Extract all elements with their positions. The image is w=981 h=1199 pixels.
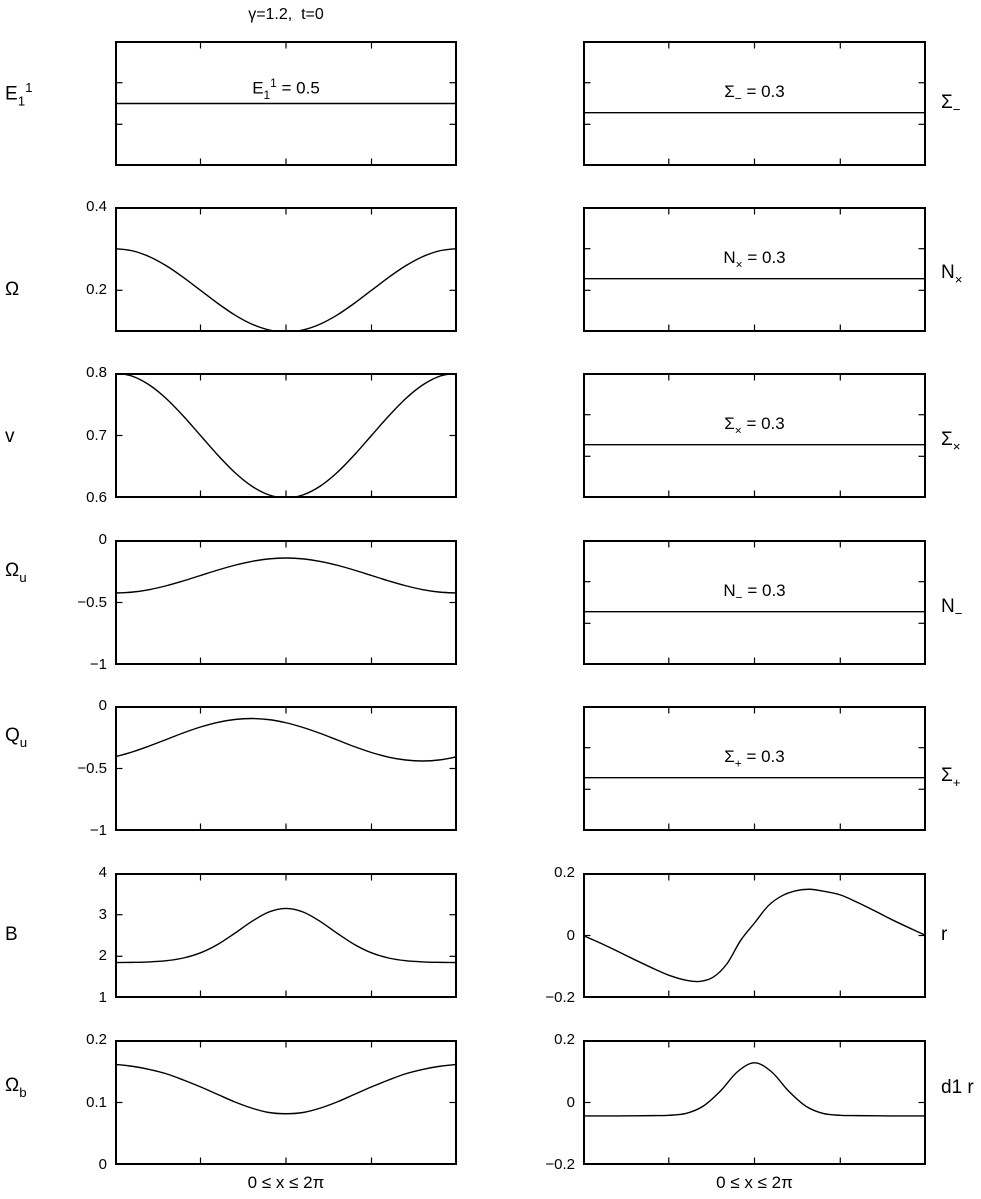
axes-box-B: [116, 874, 456, 997]
ytick-label-Omega_b-0.2: 0.2: [86, 1031, 107, 1048]
curve-Q_u: [115, 718, 457, 761]
side-label-B: B: [5, 924, 18, 945]
axes-box-Omega: [116, 208, 456, 331]
axes-box-Sigma_minus: [584, 42, 925, 165]
curve-B: [115, 908, 457, 962]
ytick-label-r-0: 0: [566, 926, 575, 944]
subplot-Sigma_cross-canvas: [583, 373, 926, 498]
ytick-label-r-0.2: 0.2: [554, 864, 575, 881]
curve-d1r: [583, 1063, 926, 1116]
subplot-Q_u-canvas: [115, 706, 457, 831]
figure-title: γ=1.2, t=0: [248, 6, 324, 23]
side-label-Omega_b: $\Omega_b$: [5, 1075, 27, 1100]
side-label-Sigma_cross: $\Sigma_\times$: [941, 429, 961, 454]
ytick-label-Omega-0.2: 0.2: [86, 281, 107, 299]
axis-ticks-B: [117, 873, 455, 998]
axes-box-N_minus: [584, 541, 925, 664]
ytick-label-v-0.8: 0.8: [86, 364, 107, 381]
ytick-label-Omega_b-0.1: 0.1: [86, 1093, 107, 1111]
axis-ticks-N_minus: [585, 542, 924, 663]
subplot-Sigma_plus-canvas: [583, 706, 926, 831]
ytick-label-B-2: 2: [98, 947, 107, 965]
axis-ticks-Omega_u: [117, 540, 455, 665]
curve-v: [115, 373, 457, 498]
curve-r: [583, 889, 926, 981]
subplot-Sigma_minus-canvas: [583, 41, 926, 166]
inline-label-Sigma_minus: $\Sigma_- = 0.3$: [724, 81, 785, 105]
ytick-label-d1r-−0.2: −0.2: [545, 1156, 575, 1173]
axis-ticks-Q_u: [117, 706, 455, 831]
x-axis-label-left: 0 ≤ x ≤ 2π: [247, 1173, 325, 1192]
axis-ticks-d1r: [585, 1040, 924, 1165]
ytick-label-Omega_u-0: 0: [98, 531, 107, 548]
subplot-E11-canvas: [115, 41, 457, 166]
curve-Omega: [115, 249, 457, 332]
axes-box-r: [584, 874, 925, 997]
side-label-d1r: d1 r: [941, 1077, 974, 1098]
axis-ticks-v: [117, 373, 455, 498]
axis-ticks-Sigma_cross: [585, 375, 924, 496]
ytick-label-d1r-0.2: 0.2: [554, 1031, 575, 1048]
axes-box-Sigma_plus: [584, 707, 925, 830]
side-label-N_cross: $N_\times$: [941, 262, 963, 287]
inline-label-Sigma_cross: $\Sigma_\times = 0.3$: [724, 413, 785, 437]
inline-label-E11: $E_1^1 = 0.5$: [252, 75, 320, 102]
ytick-label-Omega_b-0: 0: [98, 1156, 107, 1173]
curve-Omega_b: [115, 1064, 457, 1113]
ytick-label-Omega_u-−0.5: −0.5: [77, 593, 107, 611]
ytick-label-Q_u-−1: −1: [89, 822, 107, 839]
subplot-N_minus-canvas: [583, 540, 926, 665]
ytick-label-v-0.7: 0.7: [86, 426, 107, 444]
axis-ticks-Sigma_plus: [585, 708, 924, 829]
side-label-Sigma_minus: $\Sigma_-$: [941, 92, 961, 117]
subplot-B-canvas: [115, 873, 457, 998]
axes-box-v: [116, 374, 456, 497]
subplot-Omega_u-canvas: [115, 540, 457, 665]
axis-ticks-Omega_b: [117, 1040, 455, 1165]
axes-box-Omega_b: [116, 1041, 456, 1164]
side-label-Omega_u: $\Omega_u$: [5, 560, 27, 585]
ytick-label-B-4: 4: [98, 864, 107, 881]
subplot-Omega-canvas: [115, 207, 457, 332]
ytick-label-Omega-0.4: 0.4: [86, 198, 107, 215]
ytick-label-d1r-0: 0: [566, 1093, 575, 1111]
axes-box-d1r: [584, 1041, 925, 1164]
side-label-Sigma_plus: $\Sigma_+$: [941, 765, 961, 790]
subplot-N_cross-canvas: [583, 207, 926, 332]
side-label-N_minus: $N_-$: [941, 596, 963, 621]
side-label-v: v: [5, 426, 15, 447]
inline-label-Sigma_plus: $\Sigma_+ = 0.3$: [724, 746, 785, 770]
ytick-label-Q_u-−0.5: −0.5: [77, 759, 107, 777]
axis-ticks-Omega: [117, 207, 455, 330]
axis-ticks-Sigma_minus: [585, 43, 924, 164]
inline-label-N_cross: $N_\times = 0.3$: [723, 247, 786, 271]
axes-box-N_cross: [584, 208, 925, 331]
side-label-E11: $E_1^1$: [5, 80, 33, 109]
ytick-label-r-−0.2: −0.2: [545, 989, 575, 1006]
x-axis-label-right: 0 ≤ x ≤ 2π: [716, 1173, 793, 1192]
curve-Omega_u: [115, 558, 457, 593]
subplot-v-canvas: [115, 373, 457, 498]
axes-box-Omega_u: [116, 541, 456, 664]
axes-box-Q_u: [116, 707, 456, 830]
ytick-label-B-3: 3: [98, 905, 107, 923]
inline-label-N_minus: $N_- = 0.3$: [723, 580, 786, 604]
side-label-Q_u: $Q_u$: [5, 725, 28, 750]
side-label-r: r: [941, 924, 948, 945]
ytick-label-B-1: 1: [98, 989, 107, 1006]
subplot-d1r-canvas: [583, 1040, 926, 1165]
subplot-Omega_b-canvas: [115, 1040, 457, 1165]
axis-ticks-r: [585, 873, 924, 998]
ytick-label-v-0.6: 0.6: [86, 489, 107, 506]
subplot-r-canvas: [583, 873, 926, 998]
side-label-Omega: Ω: [5, 279, 20, 300]
ytick-label-Q_u-0: 0: [98, 697, 107, 714]
axis-ticks-N_cross: [585, 209, 924, 330]
axes-box-Sigma_cross: [584, 374, 925, 497]
ytick-label-Omega_u-−1: −1: [89, 656, 107, 673]
